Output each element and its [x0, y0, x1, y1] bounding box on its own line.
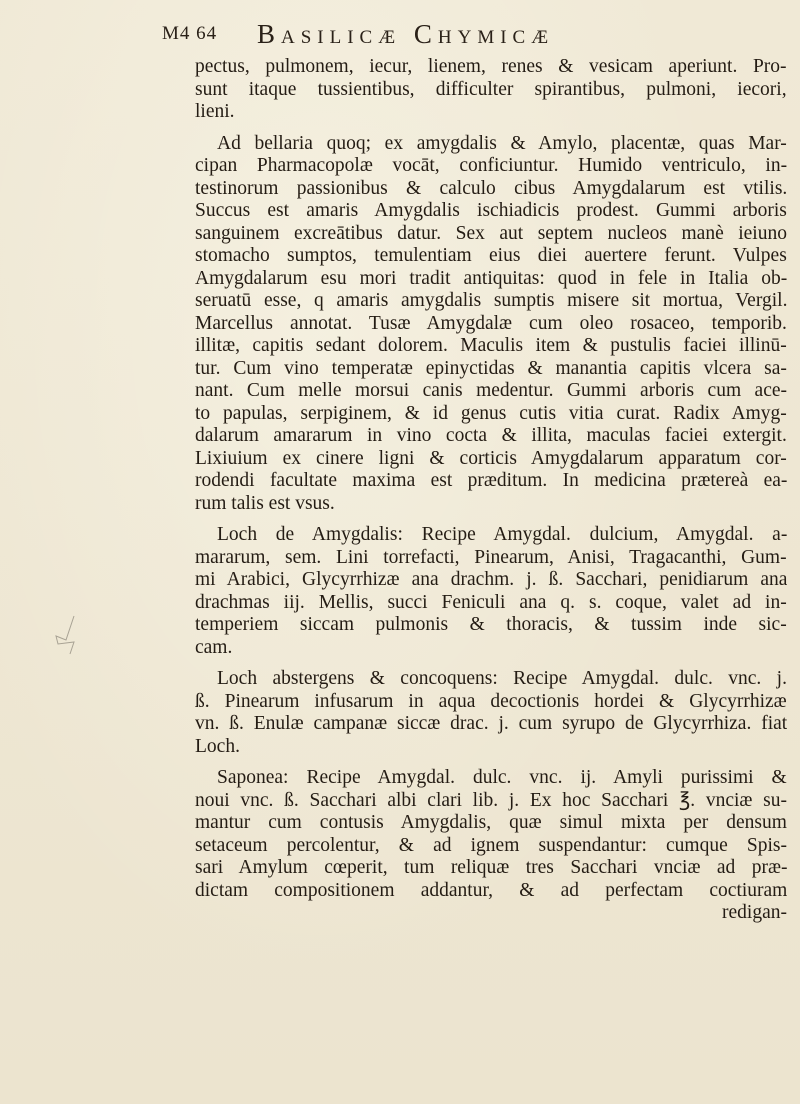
text-line: Ad bellaria quoq; ex amygdalis & Amylo, placentæ, quas Mar-	[217, 132, 787, 154]
text-line: nant. Cum melle morsui canis medentur. Gummi arboris cum ace-	[195, 380, 787, 401]
running-head: Basilicæ Chymicæ	[257, 18, 555, 49]
text-line: ß. Pinearum infusarum in aqua decoctionis hordei & Glycyrrhizæ	[195, 690, 787, 712]
margin-pencil-mark	[52, 610, 92, 660]
text-line: illitæ, capitis sedant dolorem. Maculis item & pustulis faciei illinū-	[195, 335, 787, 356]
text-line: Saponea: Recipe Amygdal. dulc. vnc. ij. Amyli purissimi &	[217, 767, 787, 788]
text-line: Amygdalarum esu mori tradit antiquitas: quod in fele in Italia ob-	[195, 267, 787, 289]
paragraph-loch-abstergens	[195, 668, 787, 758]
text-line: vn. ß. Enulæ campanæ siccæ drac. j. cum syrupo de Glycyrrhiza. fiat	[195, 713, 787, 734]
text-line: pectus, pulmonem, iecur, lienem, renes & vesicam aperiunt. Pro-	[195, 56, 787, 77]
text-line: temperiem siccam pulmonis & thoracis, & tussim inde sic-	[195, 614, 787, 635]
page-number: M4 64	[162, 23, 218, 44]
catchword: redigan-	[722, 902, 787, 923]
text-line: sanguinem excreātibus datur. Sex aut septem nucleos manè ieiuno	[195, 222, 787, 244]
text-line: sunt itaque tussientibus, difficulter spirantibus, pulmoni, iecori,	[195, 78, 787, 100]
text-line: to papulas, serpiginem, & id genus cutis vitia curat. Radix Amyg-	[195, 402, 787, 424]
text-line: testinorum passionibus & calculo cibus Amygdalarum est vtilis.	[195, 177, 787, 199]
text-line: Loch abstergens & concoquens: Recipe Amygdal. dulc. vnc. j.	[217, 668, 787, 689]
text-line: mi Arabici, Glycyrrhizæ ana drachm. j. ß. Sacchari, penidiarum ana	[195, 569, 787, 590]
text-line: dalarum amararum in vino cocta & illita, maculas faciei extergit.	[195, 425, 787, 446]
text-line: rodendi facultate maxima est præditum. In medicina prætereà ea-	[195, 470, 787, 491]
text-line: rum talis est vsus.	[195, 492, 335, 514]
text-line: Lixiuium ex cinere ligni & corticis Amygdalarum apparatum cor-	[195, 447, 787, 469]
text-line: mantur cum contusis Amygdalis, quæ simul mixta per densum	[195, 812, 787, 833]
text-line: cipan Pharmacopolæ vocāt, conficiuntur. Humido ventriculo, in-	[195, 155, 787, 176]
text-line: lieni.	[195, 101, 235, 122]
text-line: Succus est amaris Amygdalis ischiadicis prodest. Gummi arboris	[195, 200, 787, 221]
text-line: Loch de Amygdalis: Recipe Amygdal. dulcium, Amygdal. a-	[217, 524, 787, 545]
text-line: Marcellus annotat. Tusæ Amygdalæ cum oleo rosaceo, temporib.	[195, 312, 787, 334]
text-line: setaceum percolentur, & ad ignem suspendantur: cumque Spis-	[195, 834, 787, 856]
text-line: Loch.	[195, 735, 240, 757]
text-line: cam.	[195, 636, 233, 658]
text-line: mararum, sem. Lini torrefacti, Pinearum, Anisi, Tragacanthi, Gum-	[195, 546, 787, 568]
paragraph-loch-de-amygdalis	[195, 524, 787, 659]
paragraph-intro	[195, 56, 787, 124]
text-line: seruatū esse, q amaris amygdalis sumptis misere sit mortua, Vergil.	[195, 290, 787, 311]
paragraph-saponea	[195, 767, 787, 925]
body-text	[195, 56, 787, 925]
text-line: sari Amylum cœperit, tum reliquæ tres Sacchari vnciæ ad præ-	[195, 857, 787, 878]
text-line: tur. Cum vino temperatæ epinyctidas & manantia capitis vlcera sa-	[195, 357, 787, 379]
paragraph-amygdala-uses	[195, 133, 787, 516]
text-line: noui vnc. ß. Sacchari albi clari lib. j. Ex hoc Sacchari ℥. vnciæ su-	[195, 789, 787, 811]
text-line: drachmas iij. Mellis, succi Feniculi ana q. s. coque, valet ad in-	[195, 591, 787, 613]
text-line: dictam compositionem addantur, & ad perfectam coctiuram	[195, 879, 787, 901]
text-line: stomacho sumptos, temulentiam eius diei auertere ferunt. Vulpes	[195, 245, 787, 266]
page-header	[162, 16, 782, 52]
